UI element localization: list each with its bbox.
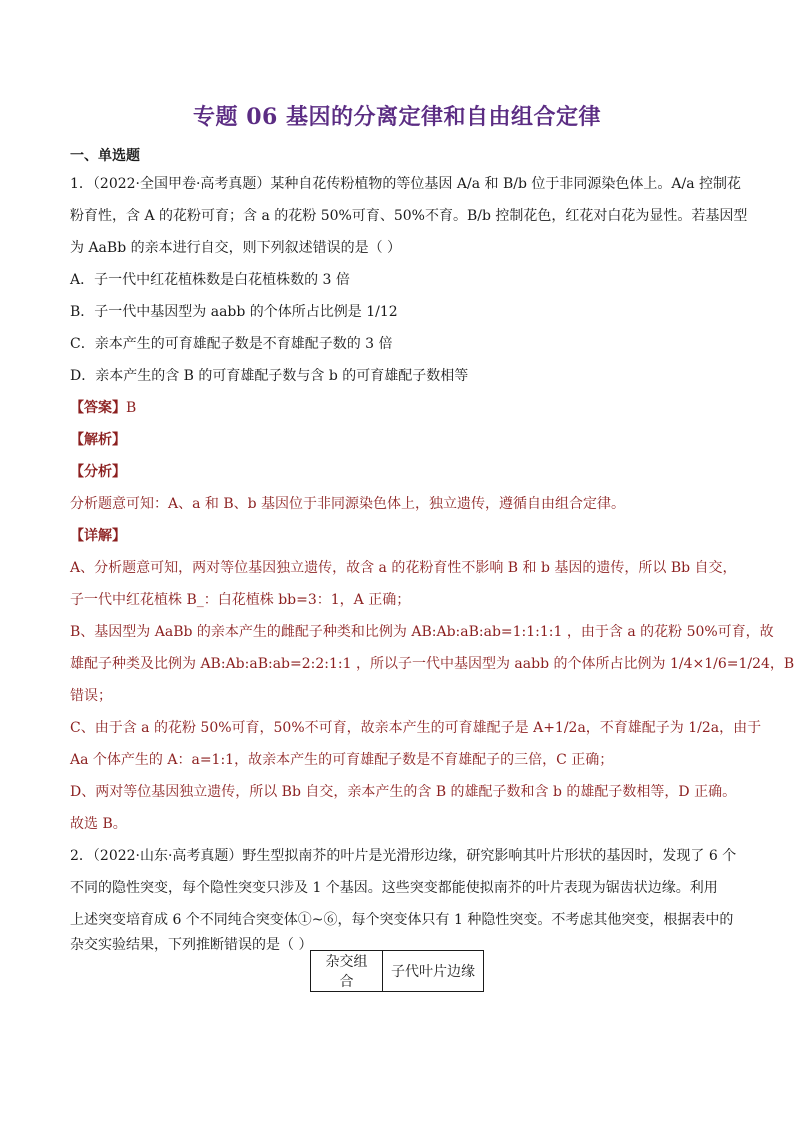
detail-line: B、基因型为 AaBb 的亲本产生的雌配子种类和比例为 AB:Ab:aB:ab=1:1:1:1 ，由于含 a 的花粉 50%可育，故 (70, 624, 774, 640)
fenxi-text: 分析题意可知：A、a 和 B、b 基因位于非同源染色体上，独立遗传，遵循自由组合定律。 (70, 496, 626, 512)
q2-stem-line: 2．（2022·山东·高考真题）野生型拟南芥的叶片是光滑形边缘，研究影响其叶片形状的基因时，发现了 6 个 (70, 848, 737, 864)
table-header-row (311, 951, 484, 992)
page-title: 专题 06 基因的分离定律和自由组合定律 (193, 104, 601, 130)
detail-line: A、分析题意可知，两对等位基因独立遗传，故含 a 的花粉育性不影响 B 和 b 基因的遗传，所以 Bb 自交， (70, 560, 737, 576)
q1-stem-line: 为 AaBb 的亲本进行自交，则下列叙述错误的是（ ） (70, 240, 402, 256)
detail-line: 雄配子种类及比例为 AB:Ab:aB:ab=2:2:1:1 ，所以子一代中基因型为 aabb 的个体所占比例为 1/4×1/6=1/24，B (70, 656, 794, 672)
detail-tag: 【详解】 (70, 528, 126, 544)
q1-stem-line: 1．（2022·全国甲卷·高考真题）某种自花传粉植物的等位基因 A/a 和 B/b 位于非同源染色体上。A/a 控制花 (70, 176, 741, 192)
q1-option-b: B．子一代中基因型为 aabb 的个体所占比例是 1/12 (70, 304, 398, 320)
cross-table (310, 950, 484, 992)
q2-stem-line: 上述突变培育成 6 个不同纯合突变体①~⑥，每个突变体只有 1 种隐性突变。不考虑其他突变，根据表中的 (70, 912, 734, 928)
detail-line: 故选 B。 (70, 816, 127, 832)
section-heading: 一、单选题 (70, 148, 140, 164)
q2-stem-line: 杂交实验结果，下列推断错误的是（ ） (70, 937, 313, 953)
q1-option-a: A．子一代中红花植株数是白花植株数的 3 倍 (70, 272, 350, 288)
detail-line: D、两对等位基因独立遗传，所以 Bb 自交，亲本产生的含 B 的雄配子数和含 b 的雄配子数相等，D 正确。 (70, 784, 737, 800)
detail-line: 错误； (70, 688, 112, 704)
detail-line: C、由于含 a 的花粉 50%可育，50%不可育，故亲本产生的可育雄配子是 A+1/2a，不育雄配子为 1/2a，由于 (70, 720, 762, 736)
detail-line: 子一代中红花植株 B_：白花植株 bb=3：1，A 正确； (70, 592, 411, 608)
q1-option-c: C．亲本产生的可育雄配子数是不育雄配子数的 3 倍 (70, 336, 393, 352)
fenxi-tag: 【分析】 (70, 464, 126, 480)
analysis-tag: 【解析】 (70, 432, 126, 448)
answer-value: B (126, 400, 137, 416)
q1-answer-row (70, 398, 136, 418)
q1-stem-line: 粉育性，含 A 的花粉可育；含 a 的花粉 50%可育、50%不育。B/b 控制花色，红花对白花为显性。若基因型 (70, 208, 748, 224)
answer-tag: 【答案】 (70, 400, 126, 416)
q1-option-d: D．亲本产生的含 B 的可育雄配子数与含 b 的可育雄配子数相等 (70, 368, 469, 384)
detail-line: Aa 个体产生的 A：a=1:1，故亲本产生的可育雄配子数是不育雄配子的三倍，C 正确； (70, 752, 614, 768)
table-header-cell: 杂交组合 (311, 951, 383, 992)
table-header-cell: 子代叶片边缘 (383, 951, 484, 992)
q2-stem-line: 不同的隐性突变，每个隐性突变只涉及 1 个基因。这些突变都能使拟南芥的叶片表现为锯齿状边缘。利用 (70, 880, 718, 896)
